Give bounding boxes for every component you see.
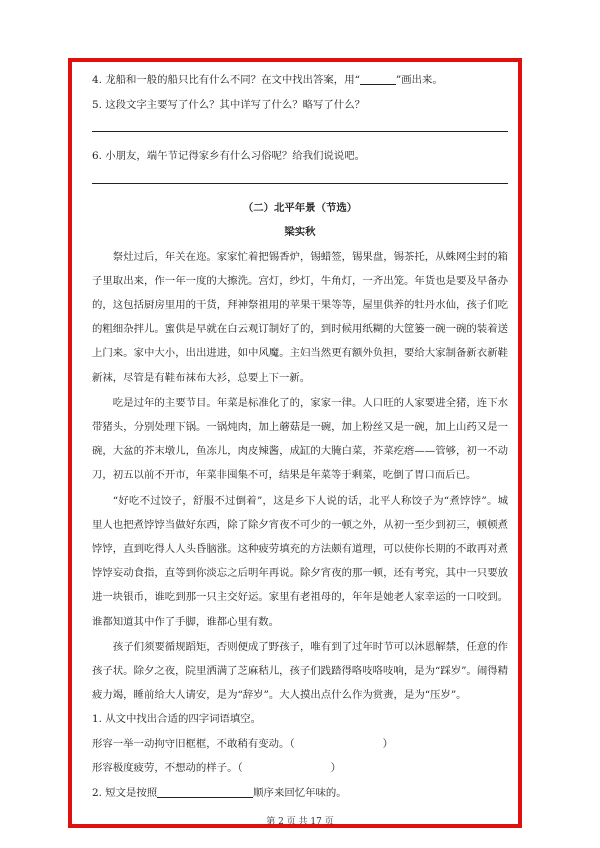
page-footer: 第 2 页 共 17 页 bbox=[266, 817, 334, 827]
paragraph-1: 祭灶过后，年关在迩。家家忙着把锡香炉，锡蜡签，锡果盘，锡茶托，从蛛网尘封的箱子里取出来，作一年一度的大擦洗。宫灯，纱灯，牛角灯，一齐出笼。年货也是要及早备办的，这包括厨房里用的干货，拜神祭祖用的苹果干果等等，屋里供养的牡丹水仙，孩子们吃的粗细杂拌儿。蜜供是早就在白云观订制好了的，到时候用纸糊的大筐篓一碗一碗的装着送上门来。家中大小，出出进进，如中风魔。主妇当然更有额外负担，要给大家制备新衣新鞋新袜，尽管是有鞋布袜布大衫，总要上下一新。 bbox=[92, 250, 508, 384]
question-b1: 1. 从文中找出合适的四字词语填空。 bbox=[92, 713, 262, 726]
question-4 bbox=[92, 68, 508, 93]
question-4-text: 4. 龙船和一般的船只比有什么不同？在文中找出答案，用“ bbox=[92, 74, 360, 86]
question-b1b-close: ） bbox=[330, 762, 342, 775]
paragraph-2: 吃是过年的主要节目。年菜是标准化了的，家家一律。人口旺的人家要进全猪，连下水带猪头，分别处理下锅。一锅炖肉，加上蘑菇是一碗，加上粉丝又是一碗，加上山药又是一碗，大盆的芥末墩儿，鱼冻儿，肉皮辣酱，成缸的大腌白菜，芥菜疙瘩——管够，初一不动刀，初五以前不开市，年菜非囤集不可，结果是年菜等于剩菜，吃倒了胃口而后已。 bbox=[92, 396, 508, 482]
question-b2 bbox=[92, 781, 508, 806]
paragraph-4: 孩子们须要循规蹈矩，否则便成了野孩子，唯有到了过年时节可以沐恩解禁，任意的作孩子状。除夕之夜，院里洒满了芝麻秸儿，孩子们践踏得咯吱咯吱响，是为“踩岁”。闹得精疲力竭，睡前给大人请安，是为“辞岁”。大人摸出点什么作为赏赉，是为“压岁”。 bbox=[92, 640, 508, 702]
question-b1b-text: 形容极度疲劳，不想动的样子。（ bbox=[92, 762, 243, 775]
question-6: 6. 小朋友，端午节记得家乡有什么习俗呢？给我们说说吧。 bbox=[92, 150, 365, 162]
section-title: （二）北平年景（节选） bbox=[242, 201, 358, 214]
paragraph-3: “好吃不过饺子，舒服不过倒着”，这是乡下人说的话，北平人称饺子为“煮饽饽”。城里人也把煮饽饽当做好东西，除了除夕宵夜不可少的一顿之外，从初一至少到初三，顿顿煮饽饽，直到吃得人人头昏脑涨。这种疲劳填充的方法颇有道理，可以使你长期的不敢再对煮饽饽妄动食指，直等到你淡忘之后明年再说。除夕宵夜的那一顿，还有考究，其中一只要放进一块银币，谁吃到那一只主交好运。家里有老祖母的，年年是她老人家幸运的一口咬到。谁都知道其中作了手脚，谁都心里有数。 bbox=[92, 494, 508, 628]
question-b1a-text: 形容一举一动拘守旧框框，不敢稍有变动。（ bbox=[92, 737, 295, 750]
question-b1a bbox=[92, 732, 508, 757]
question-4-mark-blank bbox=[360, 72, 396, 85]
question-6-answer-line bbox=[92, 171, 508, 184]
question-b2-blank[interactable] bbox=[157, 785, 253, 798]
question-5: 5. 这段文字主要写了什么？其中详写了什么？略写了什么？ bbox=[92, 98, 365, 111]
question-4-text-end: ”画出来。 bbox=[395, 74, 443, 86]
document-content bbox=[92, 68, 508, 805]
question-b2-text: 2. 短文是按照 bbox=[92, 786, 158, 799]
question-b2-text-end: 顺序来回忆年味的。 bbox=[253, 786, 347, 799]
question-b1b bbox=[92, 756, 508, 781]
question-b1a-close: ） bbox=[382, 737, 394, 750]
question-5-answer-line bbox=[92, 119, 508, 132]
author-name: 梁实秋 bbox=[284, 226, 316, 238]
